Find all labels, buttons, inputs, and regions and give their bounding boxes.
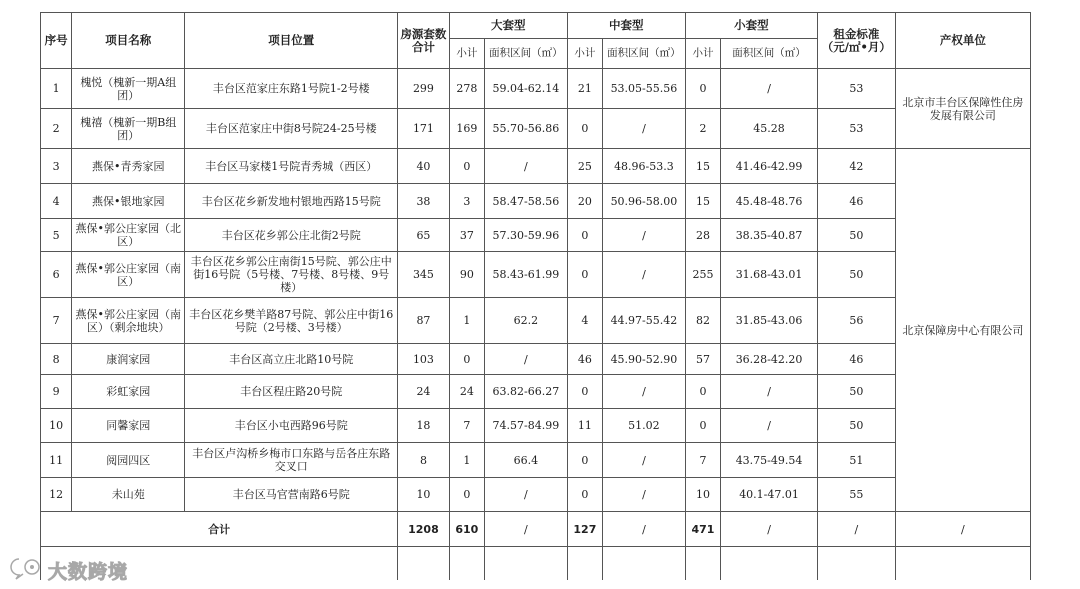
seq-cell: 10 (41, 409, 72, 443)
medium-count-cell: 0 (567, 375, 602, 409)
location-cell: 丰台区花乡郭公庄北街2号院 (185, 219, 398, 252)
location-cell: 丰台区马家楼1号院青秀城（西区） (185, 149, 398, 184)
medium-area-cell: 45.90-52.90 (603, 344, 686, 375)
housing-table (40, 12, 1031, 580)
rent-cell: 50 (817, 409, 895, 443)
watermark-text: 大数跨境 (48, 560, 129, 583)
medium-count-cell: 0 (567, 219, 602, 252)
header-small-area: 面积区间（㎡） (721, 39, 818, 69)
header-medium: 中套型 (567, 13, 685, 39)
location-cell: 丰台区花乡樊羊路87号院、郭公庄中街16号院（2号楼、3号楼） (185, 298, 398, 344)
location-cell: 丰台区小屯西路96号院 (185, 409, 398, 443)
large-count-cell: 24 (449, 375, 484, 409)
large-area-cell: 58.47-58.56 (484, 184, 567, 219)
table-row (41, 109, 1031, 149)
blank-row (41, 547, 1031, 580)
small-count-cell: 2 (685, 109, 720, 149)
medium-count-cell: 20 (567, 184, 602, 219)
rent-cell: 42 (817, 149, 895, 184)
large-count-cell: 0 (449, 149, 484, 184)
large-count-cell: 7 (449, 409, 484, 443)
rent-total-cell: / (817, 512, 895, 547)
small-area-total-cell: / (721, 512, 818, 547)
name-cell: 槐禧（槐新一期B组团） (72, 109, 185, 149)
seq-cell: 11 (41, 443, 72, 478)
name-cell: 未山苑 (72, 478, 185, 512)
medium-area-cell: / (603, 109, 686, 149)
small-count-cell: 15 (685, 184, 720, 219)
medium-area-cell: 51.02 (603, 409, 686, 443)
total-row (41, 512, 1031, 547)
total-cell: 24 (398, 375, 449, 409)
name-cell: 槐悦（槐新一期A组团） (72, 69, 185, 109)
small-total-cell: 471 (685, 512, 720, 547)
table-row (41, 149, 1031, 184)
large-area-cell: 57.30-59.96 (484, 219, 567, 252)
rent-cell: 46 (817, 184, 895, 219)
name-cell: 燕保•青秀家园 (72, 149, 185, 184)
table-row (41, 69, 1031, 109)
large-count-cell: 3 (449, 184, 484, 219)
header-medium-subtotal: 小计 (567, 39, 602, 69)
rent-cell: 55 (817, 478, 895, 512)
header-location: 项目位置 (185, 13, 398, 69)
medium-area-cell: / (603, 443, 686, 478)
rent-cell: 50 (817, 219, 895, 252)
name-cell: 燕保•银地家园 (72, 184, 185, 219)
large-count-cell: 90 (449, 252, 484, 298)
table-row (41, 478, 1031, 512)
name-cell: 燕保•郭公庄家园（北区） (72, 219, 185, 252)
rent-cell: 56 (817, 298, 895, 344)
medium-count-cell: 0 (567, 252, 602, 298)
header-rent: 租金标准（元/㎡•月） (817, 13, 895, 69)
small-count-cell: 57 (685, 344, 720, 375)
seq-cell: 8 (41, 344, 72, 375)
large-count-cell: 37 (449, 219, 484, 252)
name-cell: 燕保•郭公庄家园（南区）（剩余地块） (72, 298, 185, 344)
total-cell: 18 (398, 409, 449, 443)
small-area-cell: / (721, 375, 818, 409)
medium-area-cell: / (603, 219, 686, 252)
grand-total-cell: 1208 (398, 512, 449, 547)
large-count-cell: 1 (449, 443, 484, 478)
name-cell: 燕保•郭公庄家园（南区） (72, 252, 185, 298)
location-cell: 丰台区程庄路20号院 (185, 375, 398, 409)
total-cell: 38 (398, 184, 449, 219)
medium-area-cell: 48.96-53.3 (603, 149, 686, 184)
name-cell: 阅园四区 (72, 443, 185, 478)
header-seq: 序号 (41, 13, 72, 69)
rent-cell: 46 (817, 344, 895, 375)
rent-cell: 50 (817, 375, 895, 409)
large-area-cell: 74.57-84.99 (484, 409, 567, 443)
small-count-cell: 82 (685, 298, 720, 344)
large-count-cell: 0 (449, 478, 484, 512)
medium-area-cell: 53.05-55.56 (603, 69, 686, 109)
small-count-cell: 0 (685, 69, 720, 109)
small-area-cell: 43.75-49.54 (721, 443, 818, 478)
medium-count-cell: 25 (567, 149, 602, 184)
header-owner: 产权单位 (895, 13, 1030, 69)
watermark (10, 557, 128, 583)
location-cell: 丰台区范家庄东路1号院1-2号楼 (185, 69, 398, 109)
location-cell: 丰台区高立庄北路10号院 (185, 344, 398, 375)
medium-area-cell: / (603, 252, 686, 298)
medium-count-cell: 46 (567, 344, 602, 375)
medium-count-cell: 4 (567, 298, 602, 344)
large-area-cell: 55.70-56.86 (484, 109, 567, 149)
large-area-cell: 66.4 (484, 443, 567, 478)
seq-cell: 5 (41, 219, 72, 252)
medium-area-cell: 44.97-55.42 (603, 298, 686, 344)
large-count-cell: 169 (449, 109, 484, 149)
speech-bubble-logo-icon (10, 556, 44, 584)
total-cell: 299 (398, 69, 449, 109)
seq-cell: 7 (41, 298, 72, 344)
seq-cell: 3 (41, 149, 72, 184)
large-count-cell: 0 (449, 344, 484, 375)
header-large-area: 面积区间（㎡） (484, 39, 567, 69)
small-area-cell: 45.28 (721, 109, 818, 149)
header-name: 项目名称 (72, 13, 185, 69)
large-count-cell: 278 (449, 69, 484, 109)
medium-count-cell: 11 (567, 409, 602, 443)
location-cell: 丰台区花乡新发地村银地西路15号院 (185, 184, 398, 219)
medium-area-cell: / (603, 478, 686, 512)
header-medium-area: 面积区间（㎡） (603, 39, 686, 69)
medium-area-cell: / (603, 375, 686, 409)
total-cell: 171 (398, 109, 449, 149)
seq-cell: 9 (41, 375, 72, 409)
large-area-cell: 63.82-66.27 (484, 375, 567, 409)
name-cell: 同馨家园 (72, 409, 185, 443)
total-cell: 103 (398, 344, 449, 375)
total-cell: 8 (398, 443, 449, 478)
medium-area-cell: 50.96-58.00 (603, 184, 686, 219)
table-row (41, 184, 1031, 219)
header-small-subtotal: 小计 (685, 39, 720, 69)
large-area-cell: / (484, 344, 567, 375)
location-cell: 丰台区卢沟桥乡梅市口东路与岳各庄东路交叉口 (185, 443, 398, 478)
medium-count-cell: 0 (567, 478, 602, 512)
medium-area-total-cell: / (603, 512, 686, 547)
small-count-cell: 7 (685, 443, 720, 478)
seq-cell: 6 (41, 252, 72, 298)
small-count-cell: 0 (685, 409, 720, 443)
header-total: 房源套数合计 (398, 13, 449, 69)
large-area-cell: 58.43-61.99 (484, 252, 567, 298)
location-cell: 丰台区范家庄中街8号院24-25号楼 (185, 109, 398, 149)
table-row (41, 344, 1031, 375)
location-cell: 丰台区马官营南路6号院 (185, 478, 398, 512)
total-cell: 10 (398, 478, 449, 512)
small-area-cell: 45.48-48.76 (721, 184, 818, 219)
large-area-cell: / (484, 478, 567, 512)
small-area-cell: / (721, 409, 818, 443)
total-cell: 345 (398, 252, 449, 298)
small-area-cell: 31.68-43.01 (721, 252, 818, 298)
small-area-cell: 40.1-47.01 (721, 478, 818, 512)
seq-cell: 1 (41, 69, 72, 109)
table-row (41, 443, 1031, 478)
table-row (41, 298, 1031, 344)
total-cell: 40 (398, 149, 449, 184)
large-area-cell: 62.2 (484, 298, 567, 344)
small-count-cell: 255 (685, 252, 720, 298)
seq-cell: 2 (41, 109, 72, 149)
small-count-cell: 28 (685, 219, 720, 252)
header-large: 大套型 (449, 13, 567, 39)
large-area-cell: / (484, 149, 567, 184)
table-row (41, 219, 1031, 252)
owner-total-cell: / (895, 512, 1030, 547)
owner-cell: 北京市丰台区保障性住房发展有限公司 (895, 69, 1030, 149)
large-count-cell: 1 (449, 298, 484, 344)
large-total-cell: 610 (449, 512, 484, 547)
large-area-total-cell: / (484, 512, 567, 547)
large-area-cell: 59.04-62.14 (484, 69, 567, 109)
owner-cell: 北京保障房中心有限公司 (895, 149, 1030, 512)
name-cell: 康润家园 (72, 344, 185, 375)
rent-cell: 53 (817, 109, 895, 149)
table-row (41, 375, 1031, 409)
medium-total-cell: 127 (567, 512, 602, 547)
small-area-cell: / (721, 69, 818, 109)
total-cell: 65 (398, 219, 449, 252)
small-area-cell: 36.28-42.20 (721, 344, 818, 375)
location-cell: 丰台区花乡郭公庄南街15号院、郭公庄中街16号院（5号楼、7号楼、8号楼、9号楼） (185, 252, 398, 298)
rent-cell: 53 (817, 69, 895, 109)
small-area-cell: 41.46-42.99 (721, 149, 818, 184)
table-row (41, 252, 1031, 298)
header-large-subtotal: 小计 (449, 39, 484, 69)
seq-cell: 4 (41, 184, 72, 219)
seq-cell: 12 (41, 478, 72, 512)
medium-count-cell: 0 (567, 109, 602, 149)
small-count-cell: 0 (685, 375, 720, 409)
header-small: 小套型 (685, 13, 817, 39)
rent-cell: 51 (817, 443, 895, 478)
small-count-cell: 15 (685, 149, 720, 184)
table-row (41, 409, 1031, 443)
name-cell: 彩虹家园 (72, 375, 185, 409)
total-label: 合计 (41, 512, 398, 547)
small-area-cell: 31.85-43.06 (721, 298, 818, 344)
small-count-cell: 10 (685, 478, 720, 512)
total-cell: 87 (398, 298, 449, 344)
small-area-cell: 38.35-40.87 (721, 219, 818, 252)
rent-cell: 50 (817, 252, 895, 298)
medium-count-cell: 0 (567, 443, 602, 478)
medium-count-cell: 21 (567, 69, 602, 109)
